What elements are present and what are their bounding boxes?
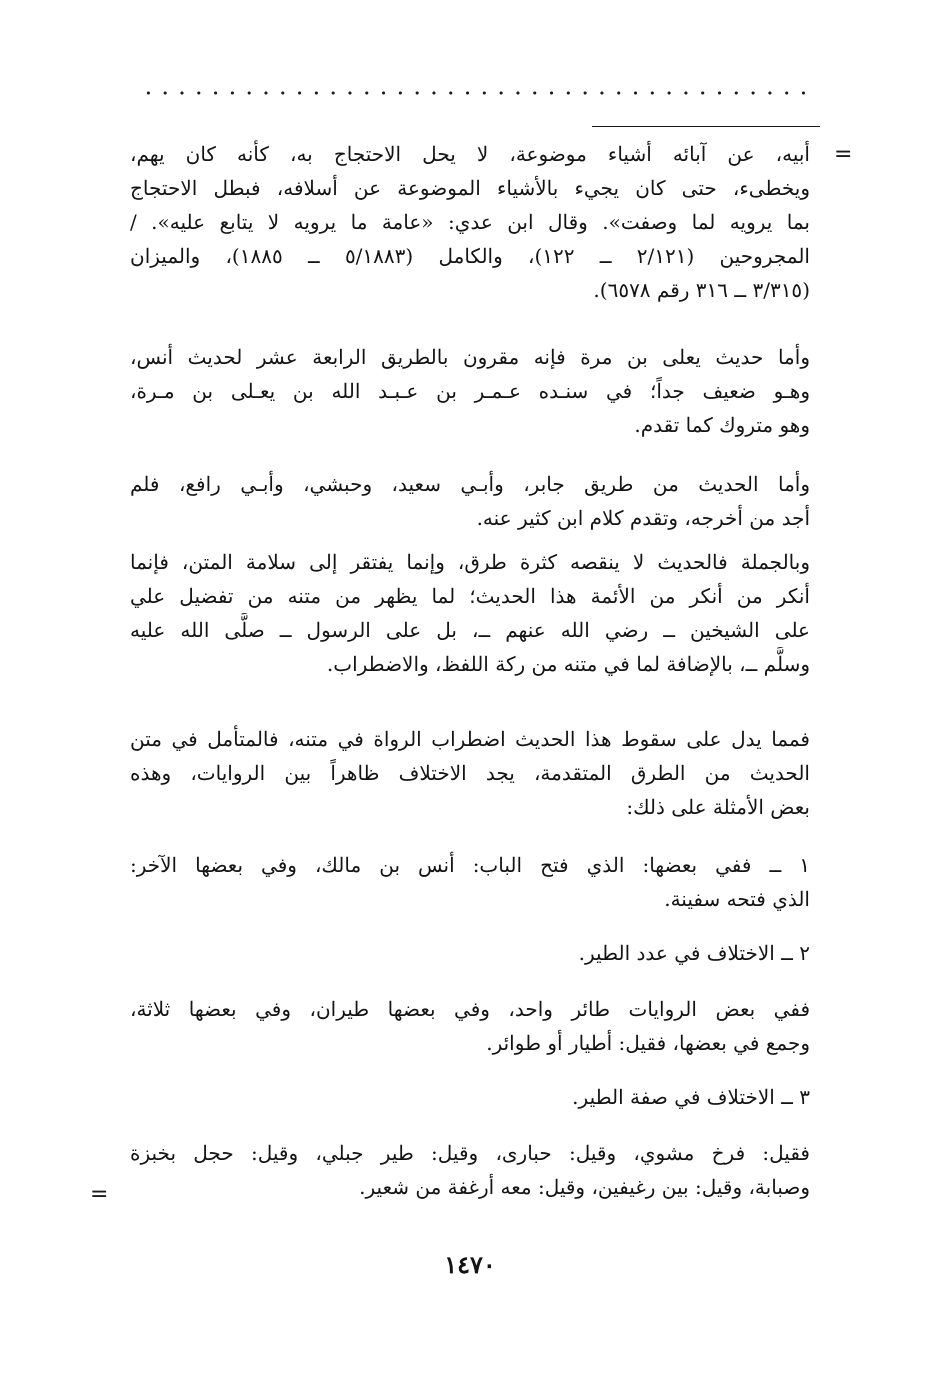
list-item-2 bbox=[130, 936, 810, 970]
text-line: وجمع في بعضها، فقيل: أطيار أو طوائر. bbox=[486, 1031, 810, 1055]
text-line: على الشيخين ــ رضي الله عنهم ــ، بل على الرسول ــ صلَّى الله عليه bbox=[130, 618, 810, 642]
text-line: ٢ ــ الاختلاف في عدد الطير. bbox=[578, 941, 810, 965]
paragraph-yaala-hadith bbox=[130, 340, 810, 442]
text-line: بما يرويه لما وصفت». وقال ابن عدي: «عامة ما يرويه لا يتابع عليه». / bbox=[130, 210, 810, 234]
text-line: ويخطىء، حتى كان يجيء بالأشياء الموضوعة عن أسلافه، فبطل الاحتجاج bbox=[130, 176, 810, 200]
paragraph-summary bbox=[130, 545, 810, 681]
text-line: وهـو ضعيف جداً؛ في سنـده عـمـر بن عـبـد الله بن يعـلى بن مـرة، bbox=[130, 379, 810, 403]
text-line: بعض الأمثلة على ذلك: bbox=[626, 795, 810, 819]
text-line: أبيه، عن آبائه أشياء موضوعة، لا يحل الاحتجاج به، كأنه كان يهم، bbox=[130, 142, 810, 166]
paragraph-bird-count bbox=[130, 992, 810, 1060]
list-item-1 bbox=[130, 848, 810, 916]
continuation-mark-top: = bbox=[834, 142, 853, 167]
text-line: ١ ــ ففي بعضها: الذي فتح الباب: أنس بن مالك، وفي بعضها الآخر: bbox=[130, 853, 810, 877]
text-line: المجروحين (٢/١٢١ ــ ١٢٢)، والكامل (٥/١٨٨٣ ــ ١٨٨٥)، والميزان bbox=[130, 244, 810, 268]
text-line: وهو متروك كما تقدم. bbox=[634, 413, 810, 437]
text-line: ٣ ــ الاختلاف في صفة الطير. bbox=[572, 1085, 810, 1109]
footnote-continuation-paragraph bbox=[130, 137, 810, 307]
text-line: فقيل: فرخ مشوي، وقيل: حبارى، وقيل: طير جبلي، وقيل: حجل بخبزة bbox=[130, 1141, 810, 1165]
text-line: وأما حديث يعلى بن مرة فإنه مقرون بالطريق الرابعة عشر لحديث أنس، bbox=[130, 345, 810, 369]
text-line: أنكر من أنكر من الأئمة هذا الحديث؛ لما يظهر من متنه من تفضيل علي bbox=[130, 584, 810, 608]
text-line: (٣/٣١٥ ــ ٣١٦ رقم ٦٥٧٨). bbox=[593, 278, 810, 302]
paragraph-other-routes bbox=[130, 467, 810, 535]
text-line: وسلَّم ــ، بالإضافة لما في متنه من ركة اللفظ، والاضطراب. bbox=[326, 652, 810, 676]
text-line: الحديث من الطرق المتقدمة، يجد الاختلاف ظاهراً بين الروايات، وهذه bbox=[130, 761, 810, 785]
text-line: وبالجملة فالحديث لا ينقصه كثرة طرق، وإنما يفتقر إلى سلامة المتن، فإنما bbox=[130, 550, 810, 574]
list-item-3 bbox=[130, 1080, 810, 1114]
text-line: وأما الحديث من طريق جابر، وأبـي سعيد، وحبشي، وأبـي رافع، فلم bbox=[130, 472, 810, 496]
footnote-separator-rule bbox=[592, 126, 820, 127]
dotted-header-rule bbox=[140, 89, 812, 97]
text-line: ففي بعض الروايات طائر واحد، وفي بعضها طيران، وفي بعضها ثلاثة، bbox=[130, 997, 810, 1021]
text-line: وصبابة، وقيل: بين رغيفين، وقيل: معه أرغفة من شعير. bbox=[359, 1175, 810, 1199]
paragraph-bird-description bbox=[130, 1136, 810, 1204]
page-number: ١٤٧٠ bbox=[444, 1250, 496, 1279]
paragraph-text-disturbance bbox=[130, 722, 810, 824]
text-line: فمما يدل على سقوط هذا الحديث اضطراب الرواة في متنه، فالمتأمل في متن bbox=[130, 727, 810, 751]
text-line: أجد من أخرجه، وتقدم كلام ابن كثير عنه. bbox=[476, 506, 810, 530]
text-line: الذي فتحه سفينة. bbox=[664, 887, 810, 911]
continuation-mark-bottom: = bbox=[90, 1182, 109, 1207]
